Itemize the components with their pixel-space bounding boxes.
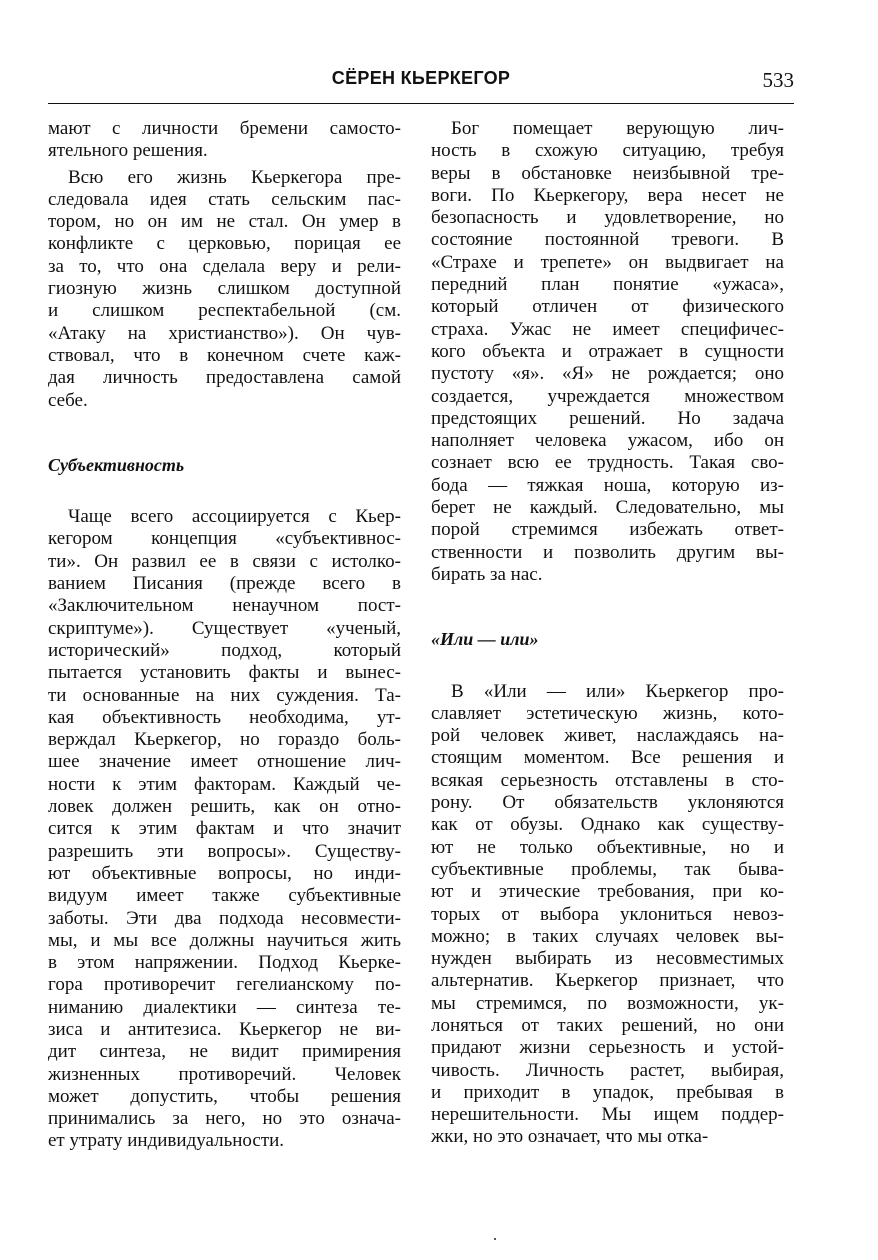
right-column bbox=[431, 118, 784, 1149]
text-line: субъективные проблемы, так быва- bbox=[431, 858, 784, 880]
text-line: сится к этим фактам и что значит bbox=[48, 818, 401, 840]
text-line: нерешительности. Мы ищем поддер- bbox=[431, 1104, 784, 1126]
text-line: скриптуме»). Существует «ученый, bbox=[48, 617, 401, 639]
header-rule bbox=[48, 103, 794, 104]
text-line: стоящим моментом. Все решения и bbox=[431, 747, 784, 769]
text-line: конфликте с церковью, порицая ее bbox=[48, 233, 401, 255]
text-line: ют и этические требования, при ко- bbox=[431, 881, 784, 903]
text-line: видуум имеет также субъективные bbox=[48, 885, 401, 907]
text-line: ность в схожую ситуацию, требуя bbox=[431, 140, 784, 162]
paragraph bbox=[431, 118, 784, 586]
text-line: и приходит в упадок, пребывая в bbox=[431, 1081, 784, 1103]
section-heading-subjectivity: Субъективность bbox=[48, 454, 185, 475]
text-line: пытается установить факты и вынес- bbox=[48, 662, 401, 684]
text-line: пустоту «я». «Я» не рождается; оно bbox=[431, 363, 784, 385]
text-line: лоняться от таких решений, но они bbox=[431, 1014, 784, 1036]
text-line: шее значение имеет отношение лич- bbox=[48, 751, 401, 773]
scan-speck bbox=[494, 1238, 496, 1240]
text-line: ниманию диалектики — синтеза те- bbox=[48, 996, 401, 1018]
text-line: кого объекта и отражает в сущности bbox=[431, 340, 784, 362]
text-line: гора противоречит гегелианскому по- bbox=[48, 974, 401, 996]
text-line: нужден выбирать из несовместимых bbox=[431, 948, 784, 970]
section-heading-either-or: «Или — или» bbox=[431, 629, 539, 650]
text-line: мы, и мы все должны научиться жить bbox=[48, 929, 401, 951]
text-line: гиозную жизнь слишком доступной bbox=[48, 278, 401, 300]
text-line: ют не только объективные, но и bbox=[431, 836, 784, 858]
paragraph bbox=[48, 506, 401, 1153]
text-line: «Атаку на христианство»). Он чув- bbox=[48, 322, 401, 344]
text-line: воги. По Кьеркегору, вера несет не bbox=[431, 184, 784, 206]
text-line: рой человек живет, наслаждаясь на- bbox=[431, 725, 784, 747]
text-line: себе. bbox=[48, 389, 88, 411]
text-line: славляет эстетическую жизнь, кото- bbox=[431, 702, 784, 724]
text-line: может допустить, чтобы решения bbox=[48, 1085, 401, 1107]
text-line: чивость. Личность растет, выбирая, bbox=[431, 1059, 784, 1081]
text-line: принимались за него, но это означа- bbox=[48, 1108, 401, 1130]
text-line: «Страхе и трепете» он выдвигает на bbox=[431, 251, 784, 273]
text-line: ют объективные вопросы, но инди- bbox=[48, 862, 401, 884]
text-line: ти основанные на них суждения. Та- bbox=[48, 684, 401, 706]
text-line: бирать за нас. bbox=[431, 563, 543, 585]
text-line: альтернатив. Кьеркегор признает, что bbox=[431, 970, 784, 992]
paragraph bbox=[48, 167, 401, 412]
text-line: дая личность предоставлена самой bbox=[48, 367, 401, 389]
text-line: дит синтеза, не видит примирения bbox=[48, 1041, 401, 1063]
text-line: разрешить эти вопросы». Существу- bbox=[48, 840, 401, 862]
text-line: ствовал, что в конечном счете каж- bbox=[48, 344, 401, 366]
text-line: безопасность и удовлетворение, но bbox=[431, 207, 784, 229]
text-line: Бог помещает верующую лич- bbox=[451, 118, 784, 139]
text-line: верждал Кьеркегор, но гораздо боль- bbox=[48, 729, 401, 751]
text-line: мы стремимся, по возможности, ук- bbox=[431, 992, 784, 1014]
text-line: ственности и позволить другим вы- bbox=[431, 541, 784, 563]
text-line: «Заключительном ненаучном пост- bbox=[48, 595, 401, 617]
text-line: тором, но он им не стал. Он умер в bbox=[48, 211, 401, 233]
text-line: передний план понятие «ужаса», bbox=[431, 274, 784, 296]
text-line: за то, что она сделала веру и рели- bbox=[48, 255, 401, 277]
text-line: рону. От обязательств уклоняются bbox=[431, 792, 784, 814]
page-header bbox=[48, 68, 794, 98]
text-line: кая объективность необходима, ут- bbox=[48, 706, 401, 728]
paragraph bbox=[48, 118, 401, 163]
text-line: торых от выбора уклониться невоз- bbox=[431, 903, 784, 925]
page-number: 533 bbox=[762, 68, 794, 92]
text-line: следовала идея стать сельским пас- bbox=[48, 188, 401, 210]
text-line: ванием Писания (прежде всего в bbox=[48, 573, 401, 595]
running-title: СЁРЕН КЬЕРКЕГОР bbox=[331, 68, 511, 88]
text-line: придают жизни серьезность и устой- bbox=[431, 1037, 784, 1059]
text-line: и слишком респектабельной (см. bbox=[48, 300, 401, 322]
text-line: кегором концепция «субъективнос- bbox=[48, 528, 401, 550]
text-line: В «Или — или» Кьеркегор про- bbox=[451, 680, 784, 702]
text-line: создается, учреждается множеством bbox=[431, 385, 784, 407]
text-line: в этом напряжении. Подход Кьерке- bbox=[48, 952, 401, 974]
text-line: Чаще всего ассоциируется с Кьер- bbox=[68, 506, 401, 528]
paragraph bbox=[431, 681, 784, 1149]
text-line: ности к этим факторам. Каждый че- bbox=[48, 773, 401, 795]
text-line: берет не каждый. Следовательно, мы bbox=[431, 497, 784, 519]
text-line: Всю его жизнь Кьеркегора пре- bbox=[68, 166, 401, 188]
text-line: жизненных противоречий. Человек bbox=[48, 1063, 401, 1085]
text-line: страха. Ужас не имеет специфичес- bbox=[431, 318, 784, 340]
text-line: веры в обстановке неизбывной тре- bbox=[431, 162, 784, 184]
text-line: порой стремимся избежать ответ- bbox=[431, 519, 784, 541]
text-line: предстоящих решений. Но задача bbox=[431, 407, 784, 429]
text-line: ет утрату индивидуальности. bbox=[48, 1130, 285, 1152]
text-line: всякая серьезность отставлены в сто- bbox=[431, 769, 784, 791]
text-line: сознает всю ее трудность. Такая сво- bbox=[431, 452, 784, 474]
text-line: который отличен от физического bbox=[431, 296, 784, 318]
text-line: жки, но это означает, что мы отка- bbox=[431, 1126, 709, 1148]
text-line: исторический» подход, который bbox=[48, 639, 401, 661]
text-line: состояние постоянной тревоги. В bbox=[431, 229, 784, 251]
text-line: наполняет человека ужасом, ибо он bbox=[431, 430, 784, 452]
text-line: ти». Он развил ее в связи с истолко- bbox=[48, 550, 401, 572]
text-line: заботы. Эти два подхода несовмести- bbox=[48, 907, 401, 929]
text-line: мают с личности бремени самосто- bbox=[48, 118, 401, 139]
text-line: как от обузы. Однако как существу- bbox=[431, 814, 784, 836]
text-line: зиса и антитезиса. Кьеркегор не ви- bbox=[48, 1018, 401, 1040]
text-line: ловек должен решить, как он отно- bbox=[48, 796, 401, 818]
text-line: можно; в таких случаях человек вы- bbox=[431, 925, 784, 947]
left-column bbox=[48, 118, 401, 1153]
text-line: ятельного решения. bbox=[48, 140, 208, 162]
text-line: бода — тяжкая ноша, которую из- bbox=[431, 474, 784, 496]
